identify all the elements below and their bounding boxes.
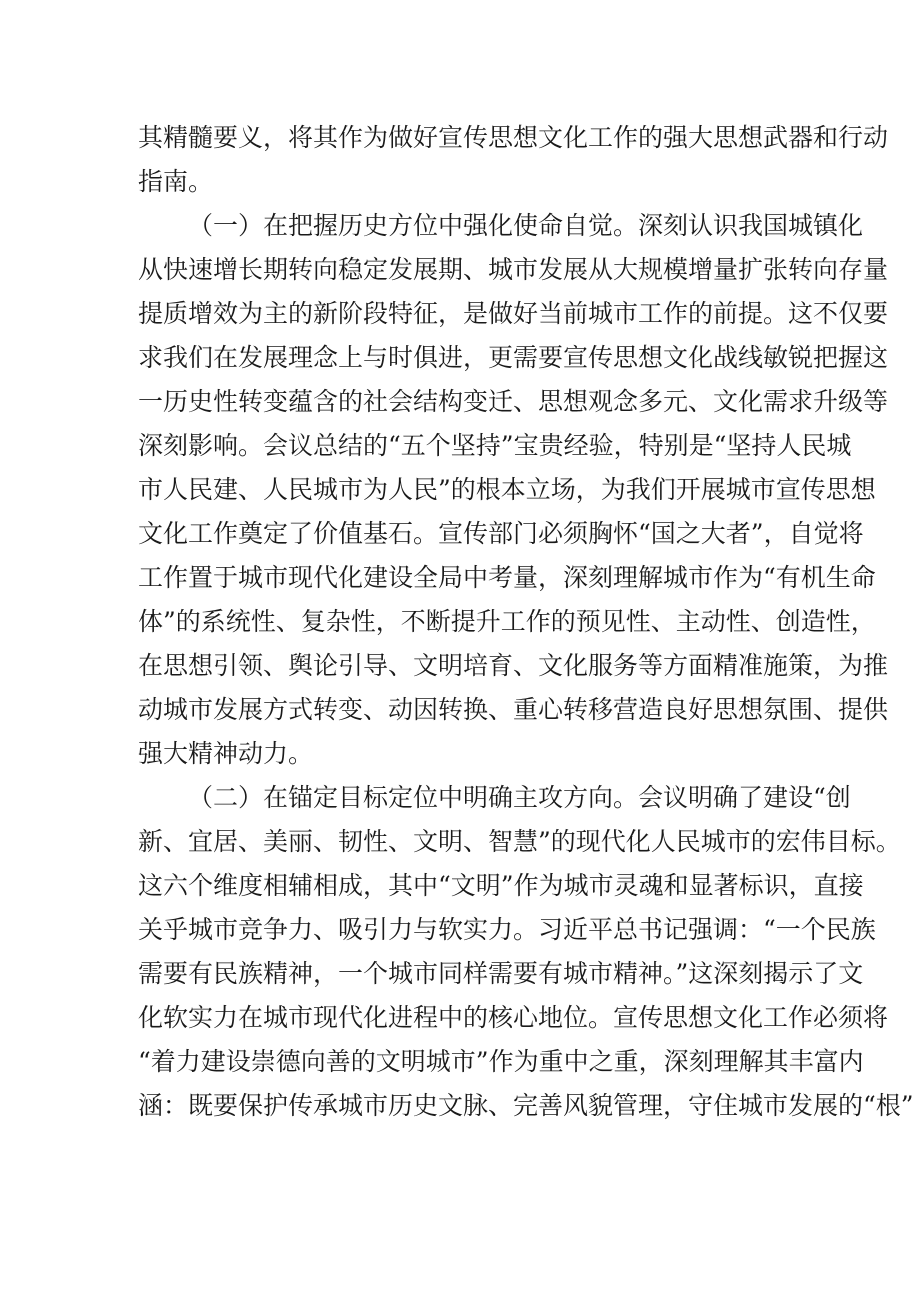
paragraph-line: 新、宜居、美丽、韧性、文明、智慧”的现代化人民城市的宏伟目标。 bbox=[138, 827, 901, 856]
section-heading-line: （一）在把握历史方位中强化使命自觉。深刻认识我国城镇化 bbox=[188, 211, 864, 240]
paragraph-line: 这六个维度相辅相成，其中“文明”作为城市灵魂和显著标识，直接 bbox=[138, 871, 864, 900]
paragraph-line: 提质增效为主的新阶段特征，是做好当前城市工作的前提。这不仅要 bbox=[138, 299, 889, 328]
paragraph-line: “着力建设崇德向善的文明城市”作为重中之重，深刻理解其丰富内 bbox=[138, 1047, 864, 1076]
paragraph-line: 化软实力在城市现代化进程中的核心地位。宣传思想文化工作必须将 bbox=[138, 1003, 889, 1032]
paragraph-line: 文化工作奠定了价值基石。宣传部门必须胸怀“国之大者”，自觉将 bbox=[138, 519, 864, 548]
paragraph-line: 在思想引领、舆论引导、文明培育、文化服务等方面精准施策，为推 bbox=[138, 651, 889, 680]
paragraph-line: 指南。 bbox=[138, 167, 214, 196]
paragraph-line: 求我们在发展理念上与时俱进，更需要宣传思想文化战线敏锐把握这 bbox=[138, 343, 889, 372]
paragraph-line: 深刻影响。会议总结的“五个坚持”宝贵经验，特别是“坚持人民城 bbox=[138, 431, 852, 460]
paragraph-line: 强大精神动力。 bbox=[138, 739, 314, 768]
paragraph-line: 从快速增长期转向稳定发展期、城市发展从大规模增量扩张转向存量 bbox=[138, 255, 889, 284]
paragraph-line: 一历史性转变蕴含的社会结构变迁、思想观念多元、文化需求升级等 bbox=[138, 387, 889, 416]
paragraph-line: 涵：既要保护传承城市历史文脉、完善风貌管理，守住城市发展的“根” bbox=[138, 1091, 914, 1120]
paragraph-line: 其精髓要义，将其作为做好宣传思想文化工作的强大思想武器和行动 bbox=[138, 123, 889, 152]
paragraph-line: 需要有民族精神，一个城市同样需要有城市精神。”这深刻揭示了文 bbox=[138, 959, 864, 988]
paragraph-line: 动城市发展方式转变、动因转换、重心转移营造良好思想氛围、提供 bbox=[138, 695, 889, 724]
paragraph-line: 关乎城市竞争力、吸引力与软实力。习近平总书记强调：“一个民族 bbox=[138, 915, 876, 944]
paragraph-line: 工作置于城市现代化建设全局中考量，深刻理解城市作为“有机生命 bbox=[138, 563, 876, 592]
paragraph-line: 体”的系统性、复杂性，不断提升工作的预见性、主动性、创造性， bbox=[138, 607, 876, 636]
paragraph-line: 市人民建、人民城市为人民”的根本立场，为我们开展城市宣传思想 bbox=[138, 475, 876, 504]
section-heading-line: （二）在锚定目标定位中明确主攻方向。会议明确了建设“创 bbox=[188, 783, 851, 812]
